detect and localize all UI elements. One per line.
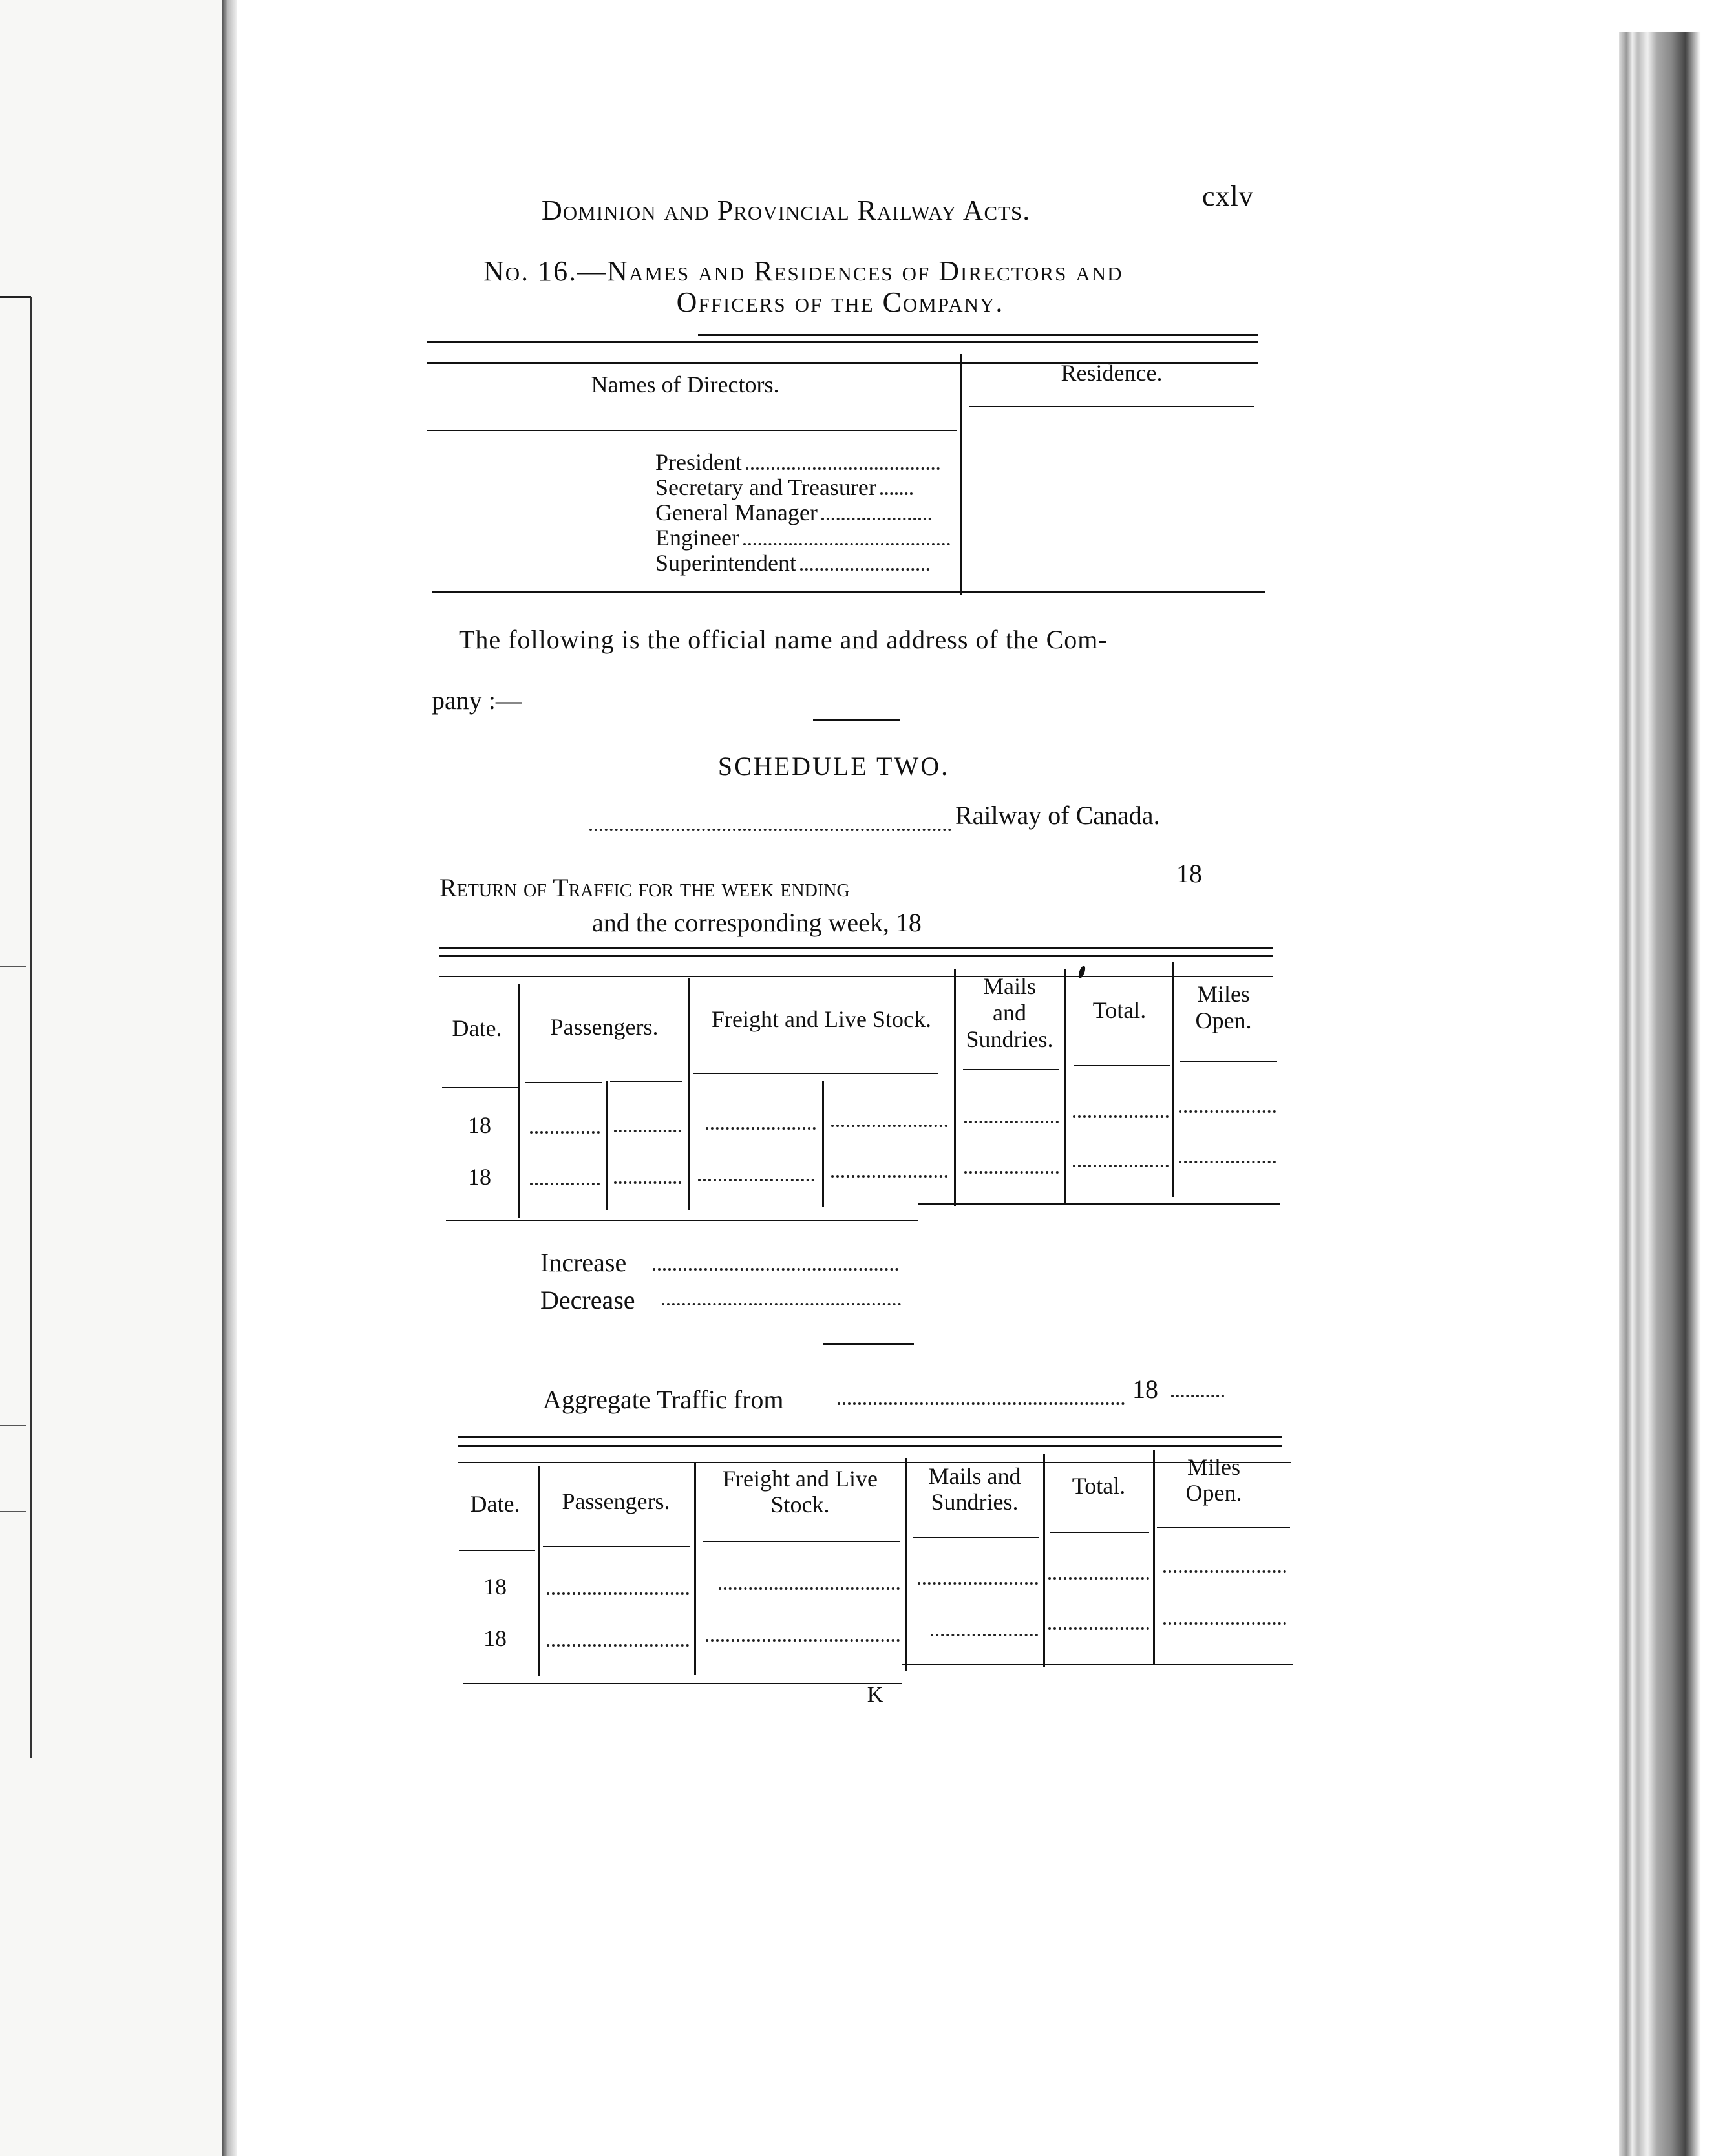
role-engineer: Engineer xyxy=(655,525,950,551)
role-president: President xyxy=(655,449,940,476)
table-rule xyxy=(693,1073,938,1074)
facing-page-tick xyxy=(0,1511,26,1512)
form16-heading-line2: Officers of the Company. xyxy=(676,286,1004,318)
hdr-mails: Mails and Sundries. xyxy=(928,1463,1021,1515)
hdr-total: Total. xyxy=(1092,997,1147,1023)
page-number: cxlv xyxy=(1202,180,1254,212)
table-rule xyxy=(918,1203,1280,1205)
blank-entry xyxy=(706,1639,900,1642)
facing-page-border xyxy=(30,297,32,1758)
role-superintendent: Superintendent xyxy=(655,550,929,576)
form16-heading-line1: No. 16.—Names and Residences of Directors and xyxy=(483,255,1123,287)
hdr-date: Date. xyxy=(452,1015,502,1041)
blank-entry xyxy=(530,1131,600,1134)
return-year: 18 xyxy=(1176,859,1202,888)
official-name-line2: pany :— xyxy=(432,686,522,715)
scan-margin xyxy=(1609,0,1714,32)
col-divider xyxy=(694,1463,696,1675)
blank-entry xyxy=(547,1592,689,1595)
blank-entry xyxy=(831,1125,947,1127)
aggregate-year: 18 xyxy=(1132,1375,1158,1404)
col-divider xyxy=(1172,962,1174,1197)
blank-entry xyxy=(547,1644,689,1647)
schedule-title: SCHEDULE TWO. xyxy=(717,752,950,781)
table-rule xyxy=(427,430,957,431)
blank-entry xyxy=(614,1130,681,1132)
col-divider xyxy=(1064,969,1066,1205)
hdr-total: Total. xyxy=(1072,1473,1126,1499)
table-rule xyxy=(439,955,1273,957)
blank-entry xyxy=(1048,1627,1149,1630)
hdr-miles-open: Miles Open. xyxy=(1185,1454,1242,1506)
running-header: Dominion and Provincial Railway Acts. xyxy=(542,195,1031,226)
book-gutter xyxy=(222,0,237,2156)
col-divider xyxy=(538,1466,540,1676)
table-rule xyxy=(698,334,1258,336)
table-rule xyxy=(963,1069,1059,1070)
return-line2: and the corresponding week, 18 xyxy=(592,908,922,937)
blank-entry xyxy=(1073,1165,1169,1167)
page-edges xyxy=(1619,0,1714,2156)
col-divider xyxy=(1043,1454,1045,1667)
increase-line: Increase xyxy=(540,1248,627,1277)
hdr-freight: Freight and Live Stock. xyxy=(723,1466,878,1517)
table-rule xyxy=(543,1546,690,1547)
table-rule xyxy=(446,1220,918,1221)
table-rule xyxy=(913,1537,1039,1538)
table-rule xyxy=(432,591,1265,593)
row-year: 18 xyxy=(468,1112,491,1138)
blank-entry xyxy=(1073,1115,1169,1118)
table-rule xyxy=(458,1436,1282,1438)
table-rule xyxy=(703,1541,900,1542)
blank-entry xyxy=(706,1127,816,1130)
facing-page-tick xyxy=(0,1425,26,1426)
col-names-of-directors: Names of Directors. xyxy=(591,372,779,397)
table-rule xyxy=(439,947,1273,949)
blank-entry xyxy=(964,1121,1059,1123)
row-year: 18 xyxy=(468,1164,491,1190)
blank-entry xyxy=(698,1179,814,1181)
col-divider xyxy=(518,984,520,1218)
table-rule xyxy=(442,1087,518,1088)
blank-entry xyxy=(614,1181,681,1184)
table-rule xyxy=(525,1082,602,1083)
blank-entry xyxy=(964,1171,1059,1174)
decrease-line: Decrease xyxy=(540,1285,635,1315)
col-divider xyxy=(905,1458,907,1671)
blank-entry xyxy=(1179,1161,1276,1163)
blank-entry xyxy=(1048,1577,1149,1580)
col-subdivider xyxy=(606,1081,608,1210)
row-year: 18 xyxy=(483,1625,507,1651)
facing-page-rule xyxy=(0,296,31,298)
row-year: 18 xyxy=(483,1574,507,1600)
blank-entry xyxy=(1163,1570,1286,1573)
table-rule xyxy=(1180,1061,1277,1062)
official-name-line1: The following is the official name and address of the Com- xyxy=(459,625,1108,654)
table-rule xyxy=(902,1664,1293,1665)
blank-entry xyxy=(1163,1622,1286,1625)
signature-mark: K xyxy=(867,1683,883,1707)
hdr-date: Date. xyxy=(470,1491,520,1517)
blank-entry xyxy=(831,1175,947,1178)
return-line1: Return of Traffic for the week ending xyxy=(439,873,850,902)
aggregate-year-blank xyxy=(1171,1395,1224,1397)
facing-page xyxy=(0,0,226,2156)
blank-entry xyxy=(931,1634,1038,1636)
col-divider xyxy=(688,978,690,1210)
table-rule xyxy=(1157,1527,1290,1528)
increase-blank xyxy=(653,1268,898,1271)
col-residence: Residence. xyxy=(1061,360,1163,386)
table-rule xyxy=(459,1550,535,1551)
section-separator xyxy=(813,719,900,721)
table-rule xyxy=(439,976,1273,977)
aggregate-blank xyxy=(838,1402,1125,1405)
facing-page-tick xyxy=(0,966,26,967)
railway-name-blank xyxy=(589,829,951,831)
hdr-freight: Freight and Live Stock. xyxy=(712,1006,931,1032)
table-rule xyxy=(1074,1065,1170,1066)
table-rule xyxy=(458,1445,1282,1447)
col-subdivider xyxy=(822,1081,824,1207)
blank-entry xyxy=(1179,1110,1276,1113)
decrease-blank xyxy=(662,1303,901,1305)
table-rule xyxy=(610,1081,682,1082)
table-rule xyxy=(969,406,1254,407)
role-secretary-treasurer: Secretary and Treasurer xyxy=(655,474,913,501)
hdr-passengers: Passengers. xyxy=(550,1014,659,1040)
hdr-passengers: Passengers. xyxy=(562,1488,670,1514)
table-rule xyxy=(1050,1532,1149,1533)
aggregate-label: Aggregate Traffic from xyxy=(543,1385,784,1414)
table-rule xyxy=(463,1683,902,1684)
hdr-mails: Mails and Sundries. xyxy=(966,973,1053,1052)
hdr-miles-open: Miles Open. xyxy=(1195,981,1252,1033)
table-divider xyxy=(960,354,962,595)
blank-entry xyxy=(530,1183,600,1185)
table-rule xyxy=(427,341,1258,343)
railway-line: Railway of Canada. xyxy=(955,801,1160,830)
col-divider xyxy=(1153,1450,1155,1664)
role-general-manager: General Manager xyxy=(655,500,931,526)
blank-entry xyxy=(918,1582,1038,1585)
section-separator xyxy=(823,1343,914,1345)
col-divider xyxy=(954,969,956,1206)
blank-entry xyxy=(719,1587,900,1590)
